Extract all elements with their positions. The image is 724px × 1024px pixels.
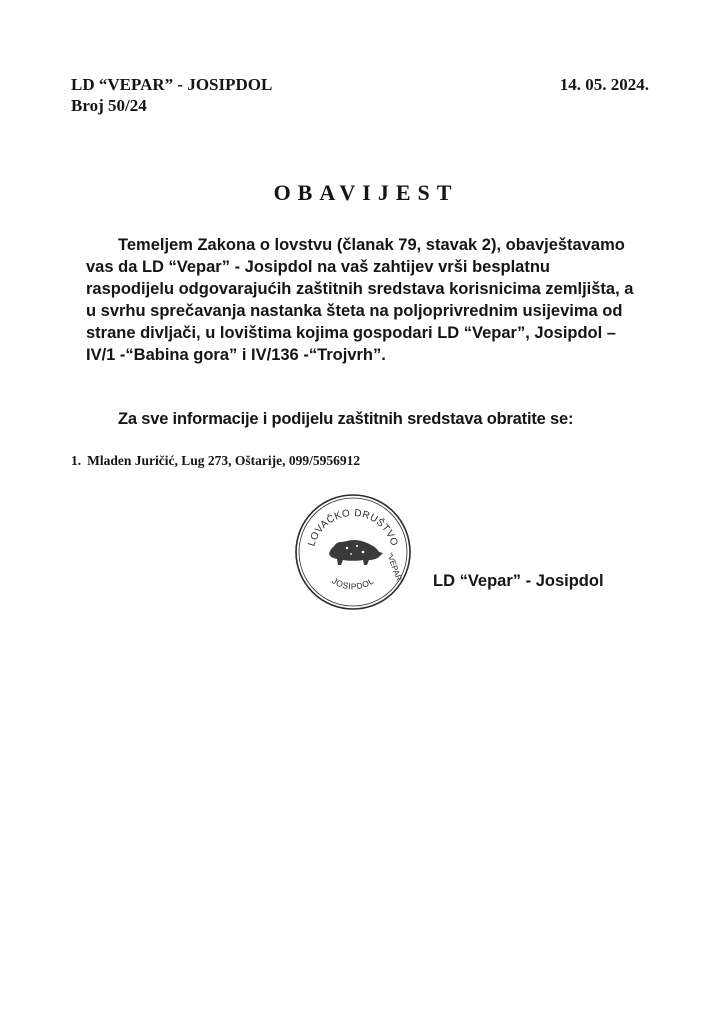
svg-text:JOSIPDOL <box>330 576 375 592</box>
organization-name: LD “VEPAR” - JOSIPDOL <box>71 75 273 94</box>
paragraph-line: vas da LD “Vepar” - Josipdol na vaš zahtijev vrši besplatnu <box>86 258 550 276</box>
signature-line: LD “Vepar” - Josipdol <box>433 572 604 590</box>
paragraph-line: strane divljači, u lovištima kojima gospodari LD “Vepar”, Josipdol – <box>86 324 616 342</box>
paragraph-line: IV/1 -“Babina gora” i IV/136 -“Trojvrh”. <box>86 346 386 364</box>
document-date: 14. 05. 2024. <box>559 75 649 94</box>
stamp-bottom-text: JOSIPDOL <box>330 575 376 592</box>
stamp-seal-icon <box>291 490 415 614</box>
document-title: OBAVIJEST <box>273 180 459 205</box>
stamp-right-text: “VEPAR” <box>385 551 405 585</box>
contact-list-item <box>71 453 360 469</box>
contact-item-text: Mladen Juričić, Lug 273, Oštarije, 099/5956912 <box>87 453 361 468</box>
paragraph-line: u svrhu sprečavanja nastanka šteta na poljoprivrednim usijevima od <box>86 302 623 320</box>
contact-item-number: 1. <box>71 453 82 468</box>
reference-number: Broj 50/24 <box>71 96 147 115</box>
club-stamp <box>291 490 415 614</box>
stamp-top-text: LOVAČKO DRUŠTVO <box>306 507 400 548</box>
paragraph-line: Temeljem Zakona o lovstvu (članak 79, stavak 2), obavještavamo <box>118 236 625 254</box>
contact-heading: Za sve informacije i podijelu zaštitnih sredstava obratite se: <box>118 410 574 428</box>
notice-paragraph <box>86 234 656 366</box>
document-header-left <box>71 74 272 116</box>
paragraph-line: raspodijelu odgovarajućih zaštitnih sredstava korisnicima zemljišta, a <box>86 280 634 298</box>
